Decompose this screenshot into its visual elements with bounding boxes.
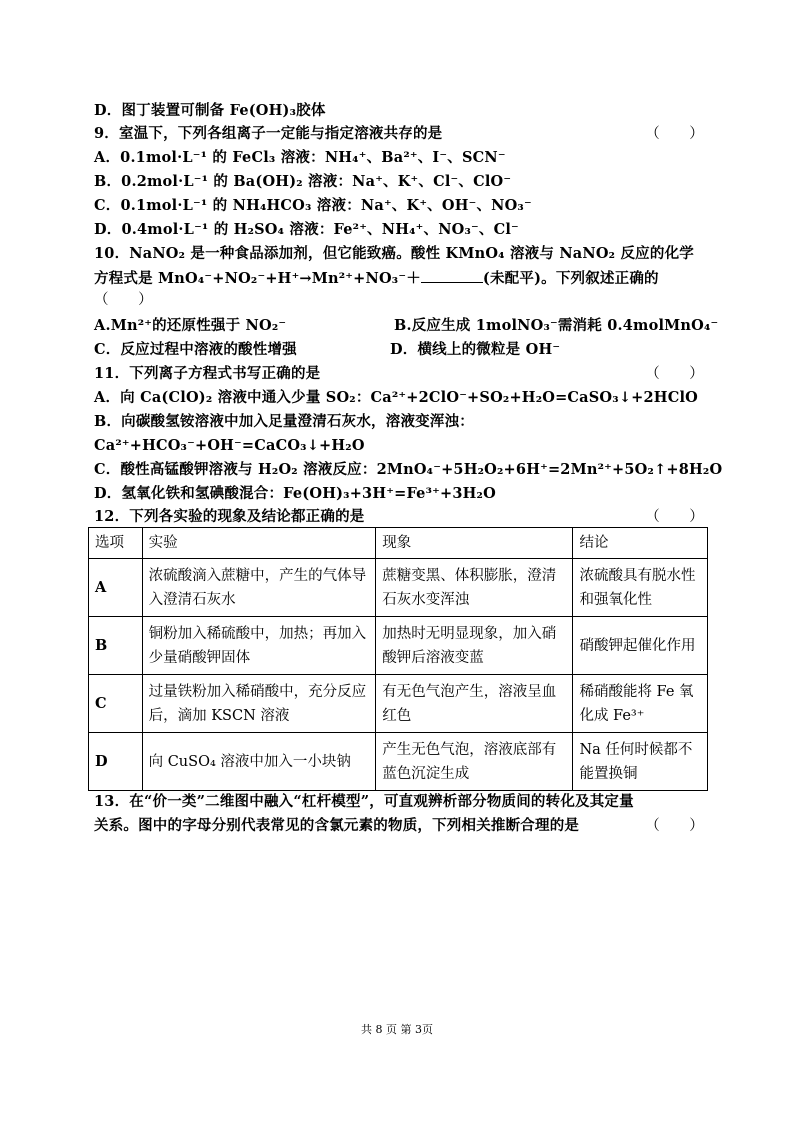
experiment-table xyxy=(88,527,708,791)
answer-bracket: （ ） xyxy=(645,509,704,525)
text: （ ） xyxy=(94,292,153,308)
q11-option-d xyxy=(94,484,704,504)
cell-conclusion: 硝酸钾起催化作用 xyxy=(573,617,708,675)
cell-conclusion: 浓硫酸具有脱水性和强氧化性 xyxy=(573,559,708,617)
header-conclusion: 结论 xyxy=(573,528,708,559)
question-10-stem-1 xyxy=(94,244,704,264)
option-d: D．横线上的微粒是 OH⁻ xyxy=(390,341,561,358)
text: D．0.4mol·L⁻¹ 的 H₂SO₄ 溶液：Fe²⁺、NH₄⁺、NO₃⁻、Cl⁻ xyxy=(94,221,519,238)
table-row xyxy=(89,559,708,617)
answer-bracket: （ ） xyxy=(645,126,704,142)
answer-bracket: （ ） xyxy=(645,366,704,382)
cell-experiment: 铜粉加入稀硫酸中，加热；再加入少量硝酸钾固体 xyxy=(142,617,376,675)
cell-experiment: 向 CuSO₄ 溶液中加入一小块钠 xyxy=(142,733,376,791)
header-experiment: 实验 xyxy=(142,528,376,559)
text: C．0.1mol·L⁻¹ 的 NH₄HCO₃ 溶液：Na⁺、K⁺、OH⁻、NO₃⁻ xyxy=(94,197,532,214)
question-9-stem xyxy=(94,124,704,144)
fill-blank xyxy=(421,268,483,283)
text: (未配平)。下列叙述正确的 xyxy=(482,270,659,287)
q10-options-cd xyxy=(94,340,704,360)
q9-option-c xyxy=(94,196,704,216)
cell-conclusion: Na 任何时候都不能置换铜 xyxy=(573,733,708,791)
q10-answer-bracket xyxy=(94,290,704,310)
text: 关系。图中的字母分别代表常见的含氯元素的物质，下列相关推断合理的是 xyxy=(94,817,580,834)
cell-phenomenon: 加热时无明显现象，加入硝酸钾后溶液变蓝 xyxy=(376,617,573,675)
text: C．酸性高锰酸钾溶液与 H₂O₂ 溶液反应：2MnO₄⁻+5H₂O₂+6H⁺=2Mn²⁺+5O₂↑+8H₂O xyxy=(94,461,723,478)
text: 方程式是 MnO₄⁻+NO₂⁻+H⁺→Mn²⁺+NO₃⁻＋ xyxy=(94,270,421,287)
page-footer: 共 8 页 第 3页 xyxy=(361,1023,433,1036)
cell-experiment: 过量铁粉加入稀硝酸中，充分反应后，滴加 KSCN 溶液 xyxy=(142,675,376,733)
text: 13．在“价一类”二维图中融入“杠杆模型”，可直观辨析部分物质间的转化及其定量 xyxy=(94,793,634,810)
cell-phenomenon: 产生无色气泡，溶液底部有蓝色沉淀生成 xyxy=(376,733,573,791)
header-option: 选项 xyxy=(89,528,143,559)
q9-option-a xyxy=(94,148,704,168)
option-b: B.反应生成 1molNO₃⁻需消耗 0.4molMnO₄⁻ xyxy=(394,317,719,334)
cell-option: A xyxy=(89,559,143,617)
text: 11．下列离子方程式书写正确的是 xyxy=(94,365,321,382)
q9-option-b xyxy=(94,172,704,192)
cell-option: C xyxy=(89,675,143,733)
cell-experiment: 浓硫酸滴入蔗糖中，产生的气体导入澄清石灰水 xyxy=(142,559,376,617)
text: D．氢氧化铁和氢碘酸混合：Fe(OH)₃+3H⁺=Fe³⁺+3H₂O xyxy=(94,485,496,502)
question-12-stem xyxy=(94,507,704,527)
cell-option: D xyxy=(89,733,143,791)
option-a: A.Mn²⁺的还原性强于 NO₂⁻ xyxy=(94,317,287,334)
text: B．0.2mol·L⁻¹ 的 Ba(OH)₂ 溶液：Na⁺、K⁺、Cl⁻、ClO⁻ xyxy=(94,173,512,190)
text: A．0.1mol·L⁻¹ 的 FeCl₃ 溶液：NH₄⁺、Ba²⁺、I⁻、SCN⁻ xyxy=(94,149,506,166)
question-13-stem-1 xyxy=(94,792,704,812)
cell-phenomenon: 蔗糖变黑、体积膨胀，澄清石灰水变浑浊 xyxy=(376,559,573,617)
question-13-stem-2 xyxy=(94,816,704,836)
cell-phenomenon: 有无色气泡产生，溶液呈血红色 xyxy=(376,675,573,733)
text: Ca²⁺+HCO₃⁻+OH⁻=CaCO₃↓+H₂O xyxy=(94,437,365,454)
text: D．图丁装置可制备 Fe(OH)₃胶体 xyxy=(94,102,326,119)
table-row xyxy=(89,733,708,791)
table-row xyxy=(89,617,708,675)
text: 12．下列各实验的现象及结论都正确的是 xyxy=(94,508,365,525)
text: A．向 Ca(ClO)₂ 溶液中通入少量 SO₂：Ca²⁺+2ClO⁻+SO₂+H₂O=CaSO₃↓+2HClO xyxy=(94,389,698,406)
q10-options-ab xyxy=(94,316,719,336)
option-c: C．反应过程中溶液的酸性增强 xyxy=(94,341,297,358)
answer-bracket: （ ） xyxy=(645,818,704,834)
table-row xyxy=(89,675,708,733)
text: 10．NaNO₂ 是一种食品添加剂，但它能致癌。酸性 KMnO₄ 溶液与 NaNO₂ 反应的化学 xyxy=(94,245,694,262)
q8-option-d xyxy=(94,101,704,121)
question-10-stem-2 xyxy=(94,268,704,289)
q11-option-a xyxy=(94,388,704,408)
cell-option: B xyxy=(89,617,143,675)
text: 9．室温下，下列各组离子一定能与指定溶液共存的是 xyxy=(94,125,443,142)
q11-option-b-2 xyxy=(94,436,704,456)
header-phenomenon: 现象 xyxy=(376,528,573,559)
q9-option-d xyxy=(94,220,704,240)
question-11-stem xyxy=(94,364,704,384)
cell-conclusion: 稀硝酸能将 Fe 氧化成 Fe³⁺ xyxy=(573,675,708,733)
text: B．向碳酸氢铵溶液中加入足量澄清石灰水，溶液变浑浊： xyxy=(94,413,474,430)
q11-option-b-1 xyxy=(94,412,704,432)
q11-option-c xyxy=(94,460,723,480)
table-header-row xyxy=(89,528,708,559)
